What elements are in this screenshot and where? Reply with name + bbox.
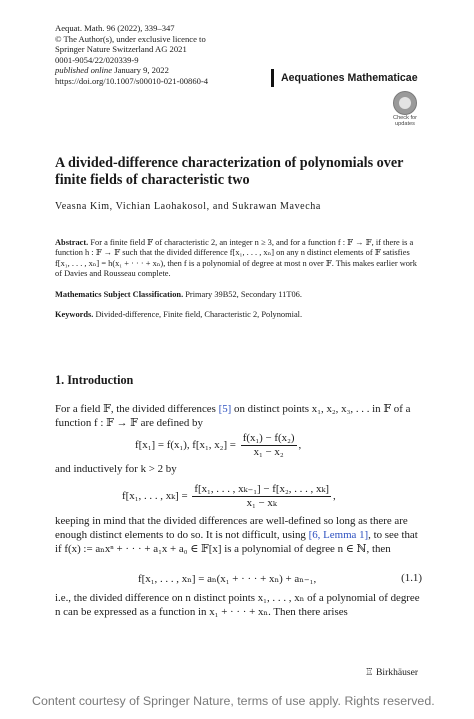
meta-line: Springer Nature Switzerland AG 2021 xyxy=(55,44,187,55)
paragraph: i.e., the divided difference on n distinct points x₁, . . . , xₙ of a polynomial of degree n can be expressed as a function in x₁ + · · · + xₙ. Then there arises xyxy=(55,592,420,618)
meta-line: © The Author(s), under exclusive licence to xyxy=(55,33,206,44)
equation-1-1: f[x₁, . . . , xₙ] = aₙ(x₁ + · · · + xₙ) + aₙ₋₁, xyxy=(138,573,317,585)
paragraph: and inductively for k > 2 by xyxy=(55,463,177,475)
citation-link[interactable]: [5] xyxy=(218,403,232,415)
equation-number: (1.1) xyxy=(401,572,422,584)
msc-classification: Mathematics Subject Classification. Primary 39B52, Secondary 11T06. xyxy=(55,290,302,299)
citation-link[interactable]: [6, Lemma 1] xyxy=(308,528,369,541)
author-list: Veasna Kim, Vichian Laohakosol, and Sukrawan Mavecha xyxy=(55,201,321,212)
check-for-updates-badge[interactable]: Check for updates xyxy=(383,90,427,130)
article-metadata xyxy=(55,23,265,87)
abstract-label: Abstract. xyxy=(55,238,89,247)
paragraph: For a field 𝔽, the divided differences [5] on distinct points x₁, x₂, x₃, . . . in 𝔽 of a function f : 𝔽 → 𝔽 are defined by xyxy=(55,403,411,429)
doi-link[interactable]: https://doi.org/10.1007/s00010-021-00860-4 xyxy=(55,75,209,86)
equation-divided-difference-inductive: f[x₁, . . . , xₖ] = $\frac{\text{f[x₁, . . . , xₖ₋₁] − f[x₂, . . . , xₖ]}}{\text{x₁ − xₖ}}$ , xyxy=(122,483,336,509)
equation-divided-difference-base: f[x₁] = f(x₁), f[x₁, x₂] = $\frac{\text{f(x₁) − f(x₂)}}{\text{x₁ − x₂}}$ , xyxy=(135,432,302,458)
abstract-text: For a finite field 𝔽 of characteristic 2, an integer n ≥ 3, and for a function f : 𝔽 → 𝔽, if there is a function h : 𝔽 → 𝔽 such that the divided difference f[x₁, . . . , xₙ] on any n distinct elements of 𝔽 satisfies f[x₁, . . . , xₙ] = h(x₁ + · · · + xₙ), then f is a polynomial of degree at most n over 𝔽. This makes earlier work of Davies and Rousseau complete. xyxy=(55,238,417,278)
journal-name: Aequationes Mathematicae xyxy=(271,69,418,87)
publisher-logo: ♖ Birkhäuser xyxy=(365,667,419,678)
paper-title: A divided-difference characterization of polynomials over finite fields of characteristic two xyxy=(55,155,404,188)
check-updates-icon xyxy=(393,91,417,115)
paragraph: keeping in mind that the divided differences are well-defined so long as there are enough distinct elements to do so. It is not difficult, using [6, Lemma 1], to see that if f(x) := aₙxⁿ + · · · + a₁x + a₀ ∈ 𝔽[x] is a polynomial of degree n ∈ ℕ, then xyxy=(55,515,418,555)
meta-line: 0001-9054/22/020339-9 xyxy=(55,54,139,65)
section-heading: 1. Introduction xyxy=(55,373,134,387)
meta-line: Aequat. Math. 96 (2022), 339–347 xyxy=(55,23,175,33)
keywords: Keywords. Divided-difference, Finite field, Characteristic 2, Polynomial. xyxy=(55,310,303,319)
birkhauser-icon: ♖ xyxy=(365,667,374,678)
published-line: published online January 9, 2022 xyxy=(55,65,169,76)
abstract xyxy=(55,238,421,279)
courtesy-footer: Content courtesy of Springer Nature, terms of use apply. Rights reserved. xyxy=(32,694,435,708)
